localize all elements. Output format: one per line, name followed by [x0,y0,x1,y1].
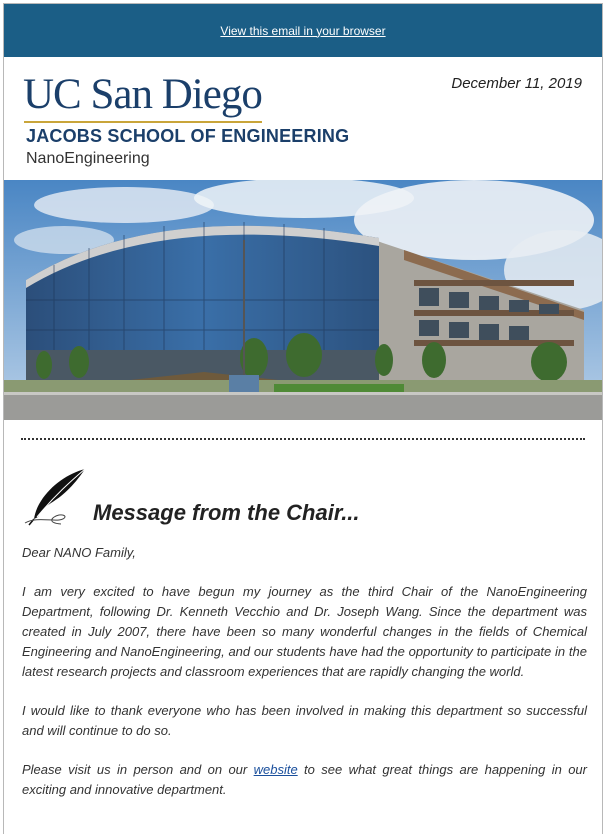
building-photo [4,180,602,420]
school-name: JACOBS SCHOOL OF ENGINEERING [26,126,350,146]
department-name: NanoEngineering [26,150,150,167]
paragraph-3 [22,760,587,800]
email-header [4,57,602,180]
paragraph-3-end: to see what great things are happening in our exciting and innovative department. [22,762,587,797]
paragraph-1: I am very excited to have begun my journey as the third Chair of the NanoEngineering Department, following Dr. Kenneth Vecchio and Dr. Joseph Wang. Since the department was created in July 2007, there have been so many wonderful changes in the fields of Chemical Engineering and NanoEngineering, and our students have had the opportunity to participate in the latest research projects and classroom experiences that are rapidly changing the world. [22,584,587,679]
email-date: December 11, 2019 [451,75,582,92]
ucsd-logo: UC San Diego [23,71,262,118]
website-link[interactable]: website [253,762,298,777]
view-in-browser-link[interactable]: View this email in your browser [220,23,386,38]
email-frame [3,3,603,834]
message-title: Message from the Chair... [93,500,360,525]
paragraph-2: I would like to thank everyone who has been involved in making this department so successful and will continue to do so. [22,703,587,738]
dotted-divider [21,438,585,440]
paragraph-3-start: Please visit us in person and on our [22,762,254,777]
logo-accent-line [24,121,262,123]
top-bar [4,4,602,57]
message-heading [4,460,602,535]
quill-pen-icon [21,467,89,527]
message-body [4,543,602,800]
building-banner-image [4,180,602,420]
greeting: Dear NANO Family, [22,545,136,560]
